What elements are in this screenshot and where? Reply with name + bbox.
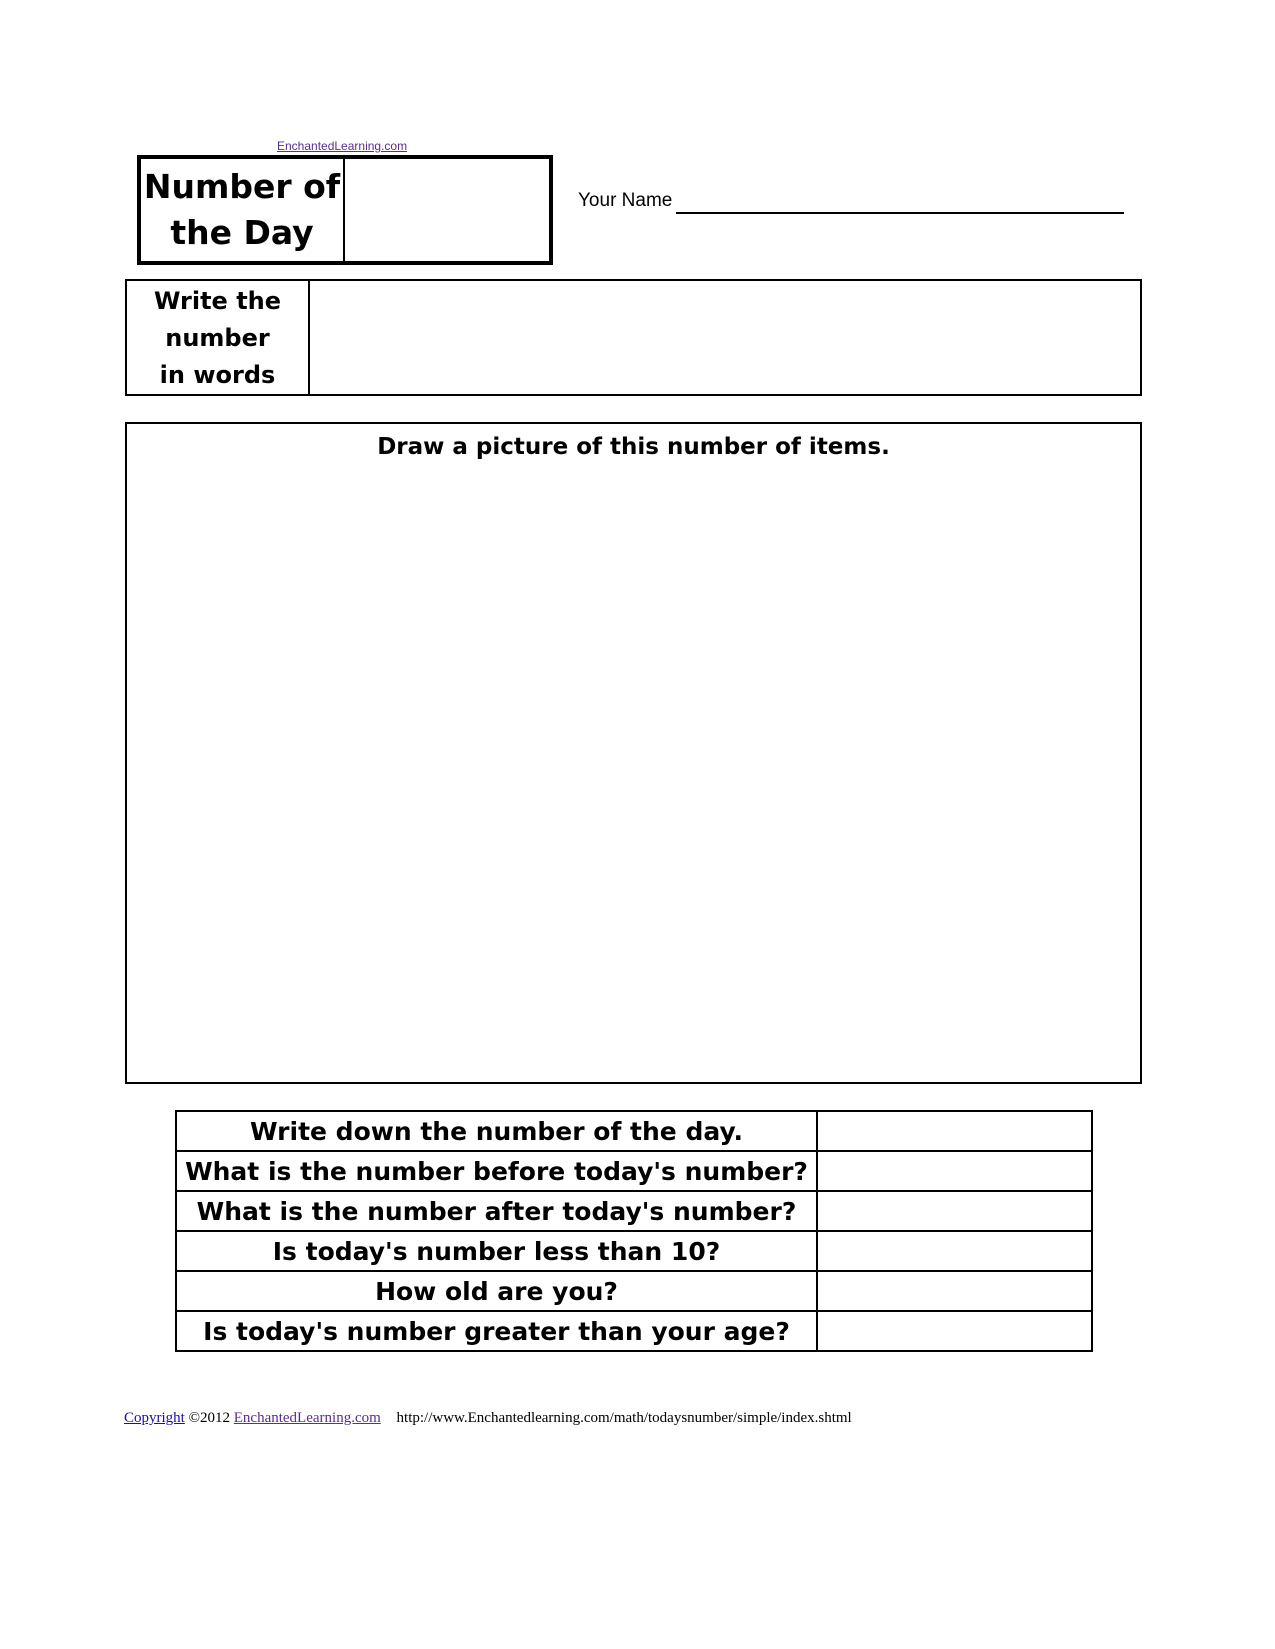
answer-cell[interactable] xyxy=(817,1111,1092,1151)
your-name-line[interactable] xyxy=(676,212,1124,214)
answer-cell[interactable] xyxy=(817,1191,1092,1231)
question-text: Is today's number less than 10? xyxy=(176,1231,817,1271)
title-box xyxy=(137,155,553,265)
question-row xyxy=(176,1151,1092,1191)
title-line-2: the Day xyxy=(170,213,314,252)
site-link-top[interactable]: EnchantedLearning.com xyxy=(277,139,408,153)
question-text: What is the number after today's number? xyxy=(176,1191,817,1231)
worksheet-title xyxy=(141,159,345,261)
question-text: How old are you? xyxy=(176,1271,817,1311)
number-in-words-box xyxy=(125,279,1142,396)
number-in-words-label xyxy=(127,281,310,394)
title-line-1: Number of xyxy=(143,167,341,206)
answer-cell[interactable] xyxy=(817,1311,1092,1351)
footer xyxy=(124,1410,852,1427)
question-row xyxy=(176,1311,1092,1351)
question-row xyxy=(176,1231,1092,1271)
answer-cell[interactable] xyxy=(817,1151,1092,1191)
question-text: Is today's number greater than your age? xyxy=(176,1311,817,1351)
questions-table xyxy=(175,1110,1093,1352)
question-row xyxy=(176,1191,1092,1231)
question-row xyxy=(176,1271,1092,1311)
draw-picture-box[interactable] xyxy=(125,422,1142,1084)
draw-picture-label: Draw a picture of this number of items. xyxy=(377,434,890,460)
page-url: http://www.Enchantedlearning.com/math/todaysnumber/simple/index.shtml xyxy=(396,1410,852,1426)
footer-site-link[interactable]: EnchantedLearning.com xyxy=(233,1410,381,1426)
answer-cell[interactable] xyxy=(817,1231,1092,1271)
copyright-year: ©2012 xyxy=(188,1410,230,1426)
number-of-day-blank[interactable] xyxy=(345,159,549,261)
words-label-line-2: number xyxy=(165,324,270,352)
words-label-line-1: Write the xyxy=(153,287,282,315)
answer-cell[interactable] xyxy=(817,1271,1092,1311)
copyright-link[interactable]: Copyright xyxy=(124,1410,185,1426)
question-text: Write down the number of the day. xyxy=(176,1111,817,1151)
words-label-line-3: in words xyxy=(159,361,276,389)
question-row xyxy=(176,1111,1092,1151)
number-in-words-answer[interactable] xyxy=(310,281,1140,394)
your-name-label: Your Name xyxy=(578,190,673,211)
question-text: What is the number before today's number? xyxy=(176,1151,817,1191)
